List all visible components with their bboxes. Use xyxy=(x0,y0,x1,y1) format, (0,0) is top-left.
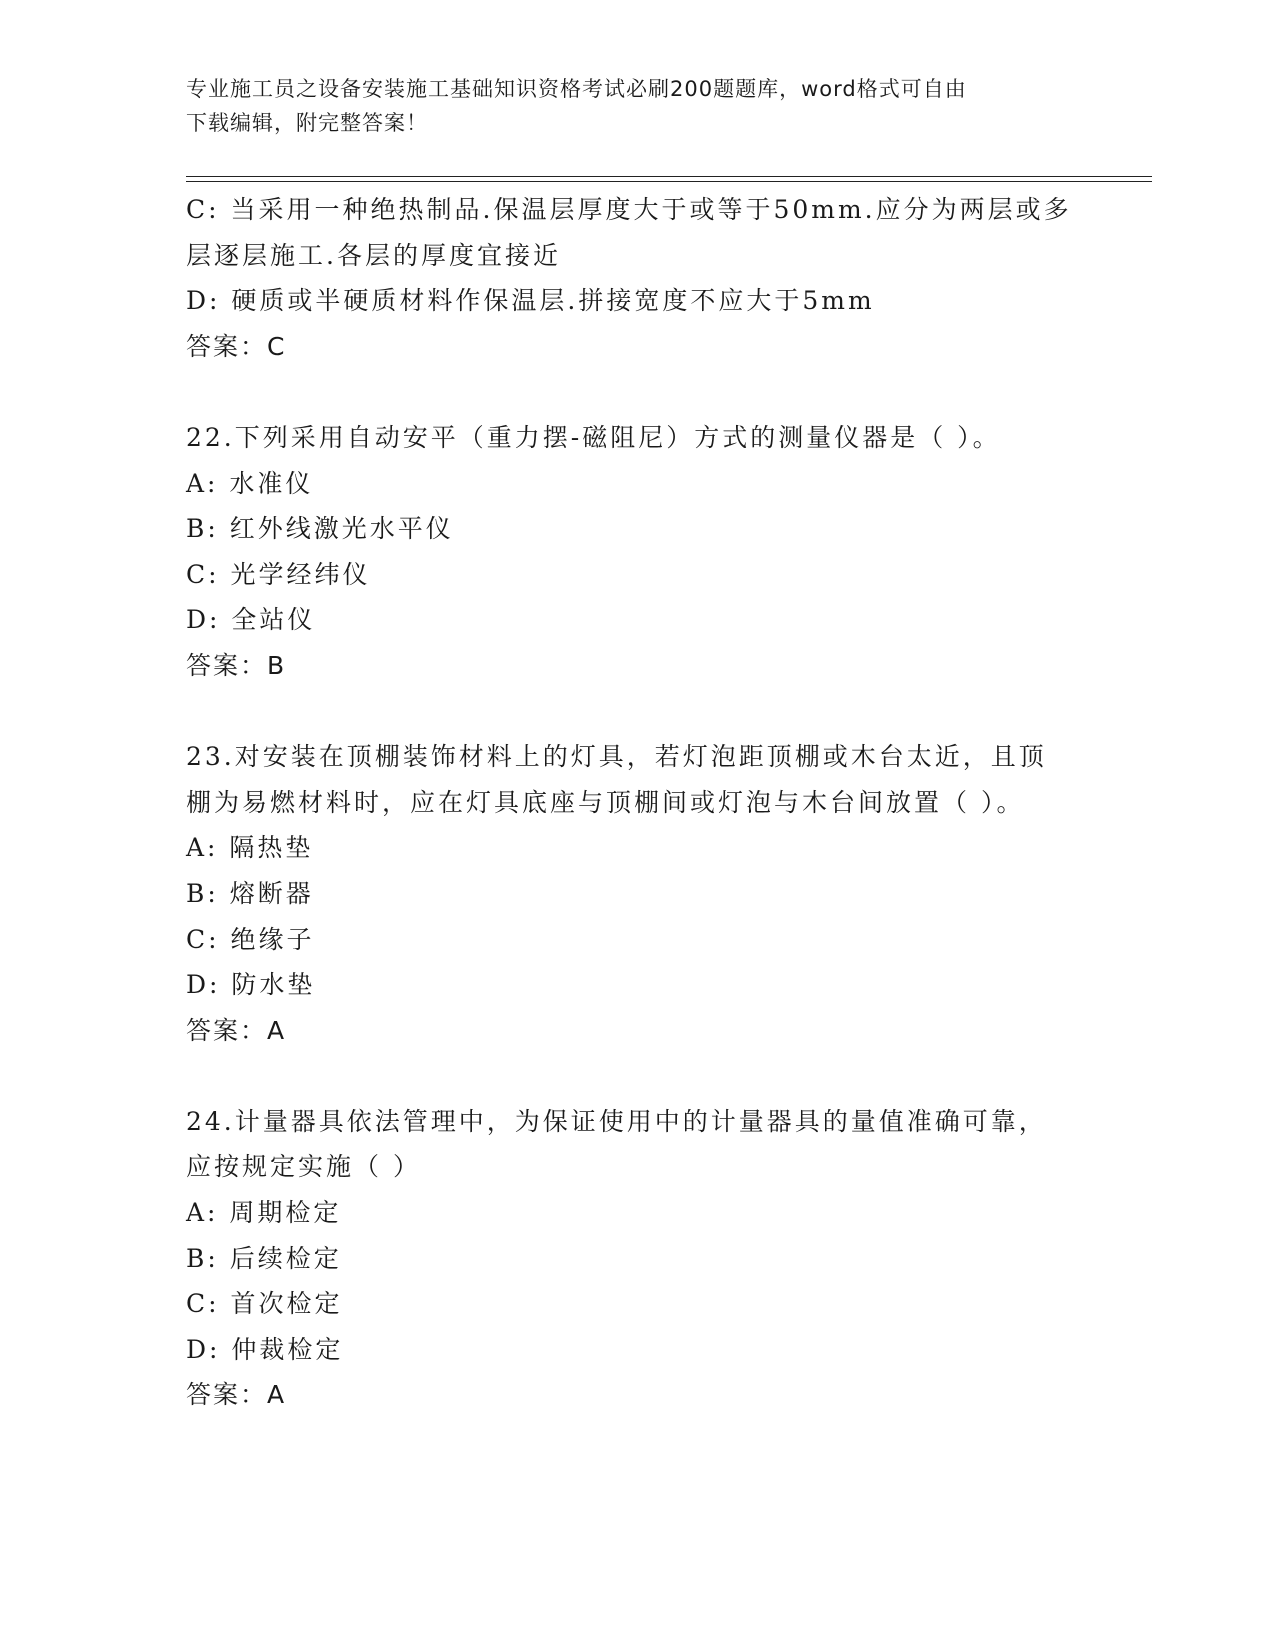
question-list xyxy=(186,187,1086,1418)
question-24 xyxy=(186,1099,1086,1418)
question-23 xyxy=(186,734,1086,1053)
option-c-line2: 层逐层施工.各层的厚度宜接近 xyxy=(186,240,561,270)
answer: 答案：B xyxy=(186,650,287,680)
option-c: C: 首次检定 xyxy=(186,1289,343,1319)
question-stem-line1: 24.计量器具依法管理中，为保证使用中的计量器具的量值准确可靠， xyxy=(186,1106,1047,1136)
option-b: B: 熔断器 xyxy=(186,878,314,908)
option-d: D: 硬质或半硬质材料作保温层.拼接宽度不应大于5mm xyxy=(186,286,875,316)
spacer xyxy=(186,1053,1086,1099)
question-stem-line1: 23.对安装在顶棚装饰材料上的灯具，若灯泡距顶棚或木台太近，且顶 xyxy=(186,742,1047,772)
header-rule-top xyxy=(186,176,1152,177)
option-d: D: 全站仪 xyxy=(186,605,316,635)
option-c: C: 光学经纬仪 xyxy=(186,559,371,589)
option-b: B: 红外线激光水平仪 xyxy=(186,514,454,544)
option-a: A: 隔热垫 xyxy=(186,833,314,863)
spacer xyxy=(186,689,1086,735)
document-header-title: 专业施工员之设备安装施工基础知识资格考试必刷200题题库，word格式可自由 下载编辑，附完整答案！ xyxy=(186,77,967,135)
answer: 答案：A xyxy=(186,1380,287,1410)
option-d: D: 防水垫 xyxy=(186,970,316,1000)
option-b: B: 后续检定 xyxy=(186,1243,342,1273)
question-stem: 22.下列采用自动安平（重力摆-磁阻尼）方式的测量仪器是（ ）。 xyxy=(186,422,1001,452)
question-22 xyxy=(186,415,1086,689)
answer: 答案：C xyxy=(186,331,287,361)
option-a: A: 水准仪 xyxy=(186,468,314,498)
answer: 答案：A xyxy=(186,1015,287,1045)
header-rule-bottom xyxy=(186,181,1152,182)
question-stem-line2: 棚为易燃材料时，应在灯具底座与顶棚间或灯泡与木台间放置（ ）。 xyxy=(186,787,1025,817)
question-stem-line2: 应按规定实施（ ） xyxy=(186,1152,421,1182)
option-d: D: 仲裁检定 xyxy=(186,1334,344,1364)
option-c: C: 绝缘子 xyxy=(186,924,315,954)
spacer xyxy=(186,369,1086,415)
question-21-tail xyxy=(186,187,1086,369)
option-c-line1: C: 当采用一种绝热制品.保温层厚度大于或等于50mm.应分为两层或多 xyxy=(186,195,1072,224)
option-a: A: 周期检定 xyxy=(186,1198,342,1228)
